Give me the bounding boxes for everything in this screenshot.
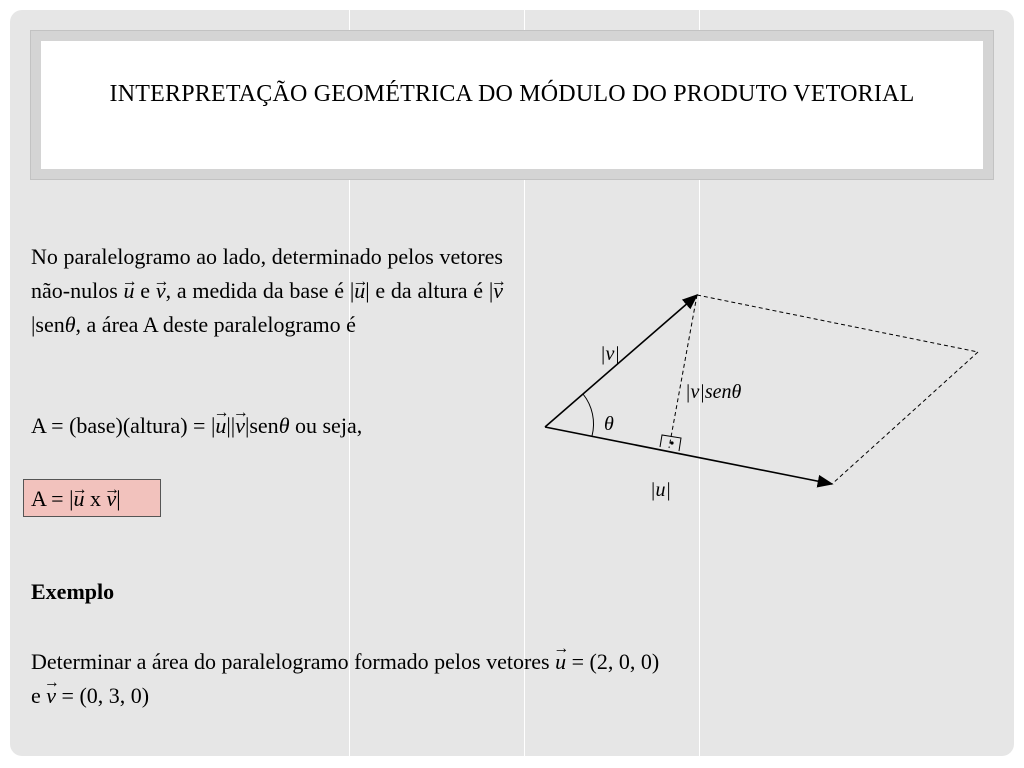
- intro-text: | e da altura é |: [365, 278, 494, 303]
- example-line-2: [31, 683, 149, 709]
- angle-arc: [583, 394, 594, 436]
- vector-v: → v: [107, 480, 117, 518]
- vector-u: → u: [74, 480, 85, 518]
- vector-v: → v: [235, 413, 245, 439]
- formula-text: |: [116, 486, 121, 511]
- intro-text: , a medida da base é |: [165, 278, 355, 303]
- vector-u-arrow: [545, 427, 832, 484]
- area-text: ou seja,: [289, 413, 363, 438]
- parallelogram-diagram: [530, 280, 1000, 510]
- height-line: [669, 295, 697, 448]
- example-text: Determinar a área do paralelogramo formado pelos vetores: [31, 649, 550, 674]
- intro-text: , a área A deste paralelogramo é: [75, 312, 356, 337]
- area-text: ||: [226, 413, 236, 438]
- intro-and: e: [140, 278, 151, 303]
- title-box: [41, 41, 983, 169]
- vector-v: → v: [46, 683, 56, 709]
- intro-text: No paralelogramo ao lado, determinado pelos vetores não-nulos: [31, 244, 503, 303]
- parallelogram-right-side: [832, 352, 978, 484]
- example-line-1: [31, 649, 659, 675]
- area-text: A = (base)(altura) = |: [31, 413, 216, 438]
- area-text: |sen: [244, 413, 279, 438]
- vector-u: → u: [555, 649, 566, 675]
- label-theta: θ: [604, 413, 614, 435]
- formula-text: A = |: [31, 486, 74, 511]
- title-frame: [30, 30, 994, 180]
- intro-paragraph: [31, 240, 503, 342]
- vector-u-value: = (2, 0, 0): [566, 649, 660, 674]
- example-heading: Exemplo: [31, 579, 115, 604]
- example-text: e: [31, 683, 47, 708]
- vector-u: → u: [124, 274, 135, 308]
- vector-v-value: = (0, 3, 0): [56, 683, 150, 708]
- vector-u: → u: [215, 413, 226, 439]
- label-height: |v|senθ: [685, 381, 742, 403]
- theta-symbol: θ: [278, 413, 290, 438]
- vector-u: → u: [354, 274, 365, 308]
- page-title: INTERPRETAÇÃO GEOMÉTRICA DO MÓDULO DO PRODUTO VETORIAL: [109, 81, 915, 107]
- vector-v: → v: [156, 274, 166, 308]
- highlighted-formula: [23, 479, 161, 517]
- parallelogram-top-side: [697, 295, 978, 352]
- intro-text: |sen: [31, 312, 65, 337]
- formula-cross: x: [84, 486, 107, 511]
- label-u-norm: |u|: [650, 479, 671, 501]
- theta-symbol: θ: [64, 312, 76, 337]
- vector-v: → v: [493, 274, 503, 308]
- vector-v-arrow: [545, 295, 697, 427]
- right-angle-dot: [670, 441, 673, 444]
- slide: [10, 10, 1014, 756]
- label-v-norm: |v|: [600, 343, 620, 365]
- area-formula-line: [31, 413, 362, 439]
